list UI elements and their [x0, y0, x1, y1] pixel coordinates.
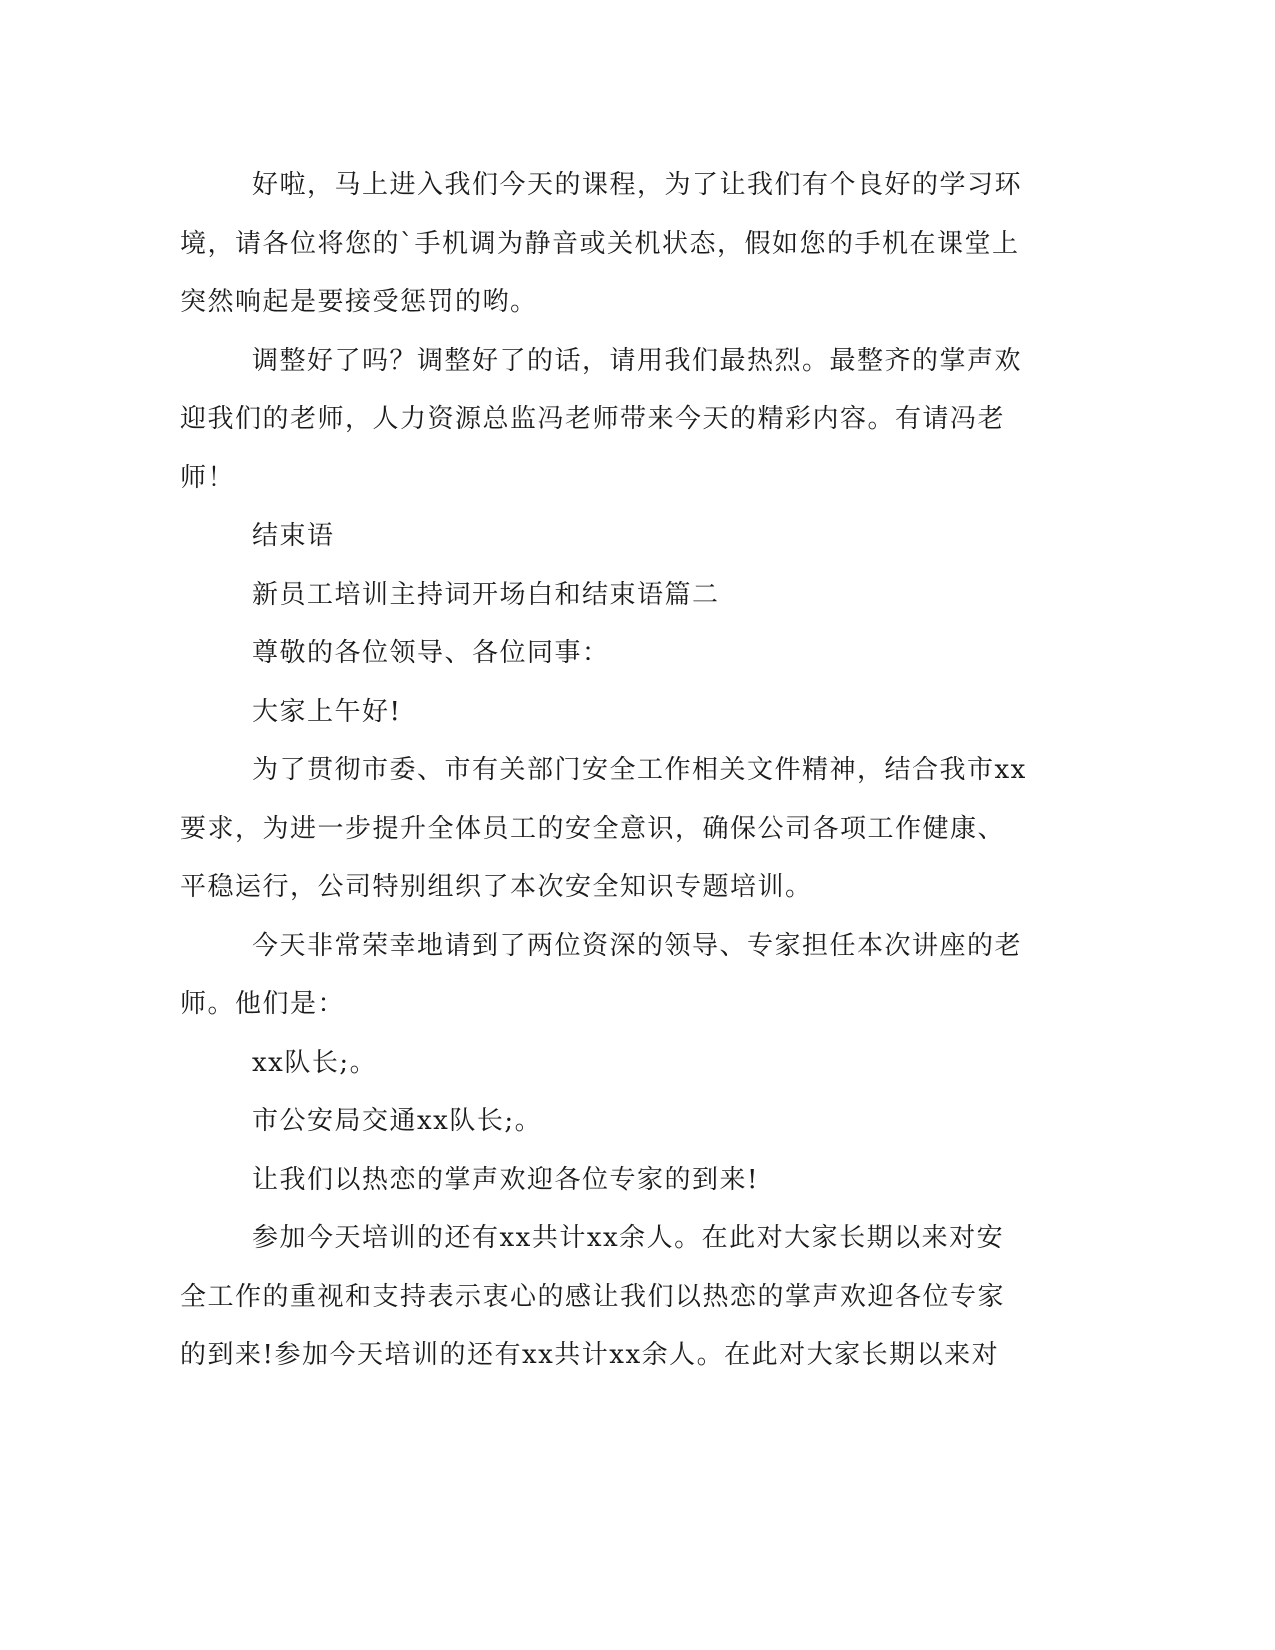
salutation [180, 624, 1040, 683]
paragraph-line: 要求，为进一步提升全体员工的安全意识，确保公司各项工作健康、 [180, 813, 1006, 844]
speaker-line: 市公安局交通xx队长;。 [252, 1106, 543, 1136]
greeting [180, 683, 1040, 742]
paragraph-line: 好啦，马上进入我们今天的课程，为了让我们有个良好的学习环 [252, 170, 1023, 200]
paragraph-line: 全工作的重视和支持表示衷心的感让我们以热恋的掌声欢迎各位专家 [180, 1281, 1006, 1312]
speaker-item-2 [180, 1092, 1040, 1151]
section-heading: 结束语 [252, 521, 335, 551]
paragraph-line: 突然响起是要接受惩罚的哟。 [180, 287, 538, 317]
paragraph-attendees [180, 1209, 1040, 1385]
paragraph-line: 的到来!参加今天培训的还有xx共计xx余人。在此对大家长期以来对 [180, 1340, 1000, 1370]
heading-part-two [180, 566, 1040, 625]
paragraph-training-purpose [180, 741, 1040, 917]
paragraph-speakers-intro [180, 917, 1040, 1034]
paragraph-line: 境，请各位将您的`手机调为静音或关机状态，假如您的手机在课堂上 [180, 228, 1020, 259]
paragraph-welcome-teacher [180, 332, 1040, 508]
paragraph-line: 参加今天培训的还有xx共计xx余人。在此对大家长期以来对安 [252, 1223, 1005, 1253]
greeting-line: 大家上午好! [252, 696, 402, 727]
heading-closing [180, 507, 1040, 566]
paragraph-line: 师！ [180, 462, 236, 493]
paragraph-line: 为了贯彻市委、市有关部门安全工作相关文件精神，结合我市xx [252, 755, 1027, 785]
section-heading: 新员工培训主持词开场白和结束语篇二 [252, 579, 720, 610]
paragraph-line: 迎我们的老师，人力资源总监冯老师带来今天的精彩内容。有请冯老 [180, 404, 1006, 434]
paragraph-welcome-experts [180, 1151, 1040, 1210]
speaker-item-1 [180, 1034, 1040, 1093]
speaker-line: xx队长;。 [252, 1047, 378, 1078]
paragraph-line: 今天非常荣幸地请到了两位资深的领导、专家担任本次讲座的老 [252, 930, 1023, 961]
paragraph-line: 调整好了吗？调整好了的话，请用我们最热烈。最整齐的掌声欢 [252, 345, 1023, 376]
paragraph-line: 平稳运行，公司特别组织了本次安全知识专题培训。 [180, 872, 813, 902]
paragraph-line: 让我们以热恋的掌声欢迎各位专家的到来! [252, 1164, 759, 1195]
document-body [180, 156, 1040, 1385]
salutation-line: 尊敬的各位领导、各位同事： [252, 638, 610, 668]
paragraph-class-intro [180, 156, 1040, 332]
paragraph-line: 师。他们是： [180, 989, 346, 1019]
